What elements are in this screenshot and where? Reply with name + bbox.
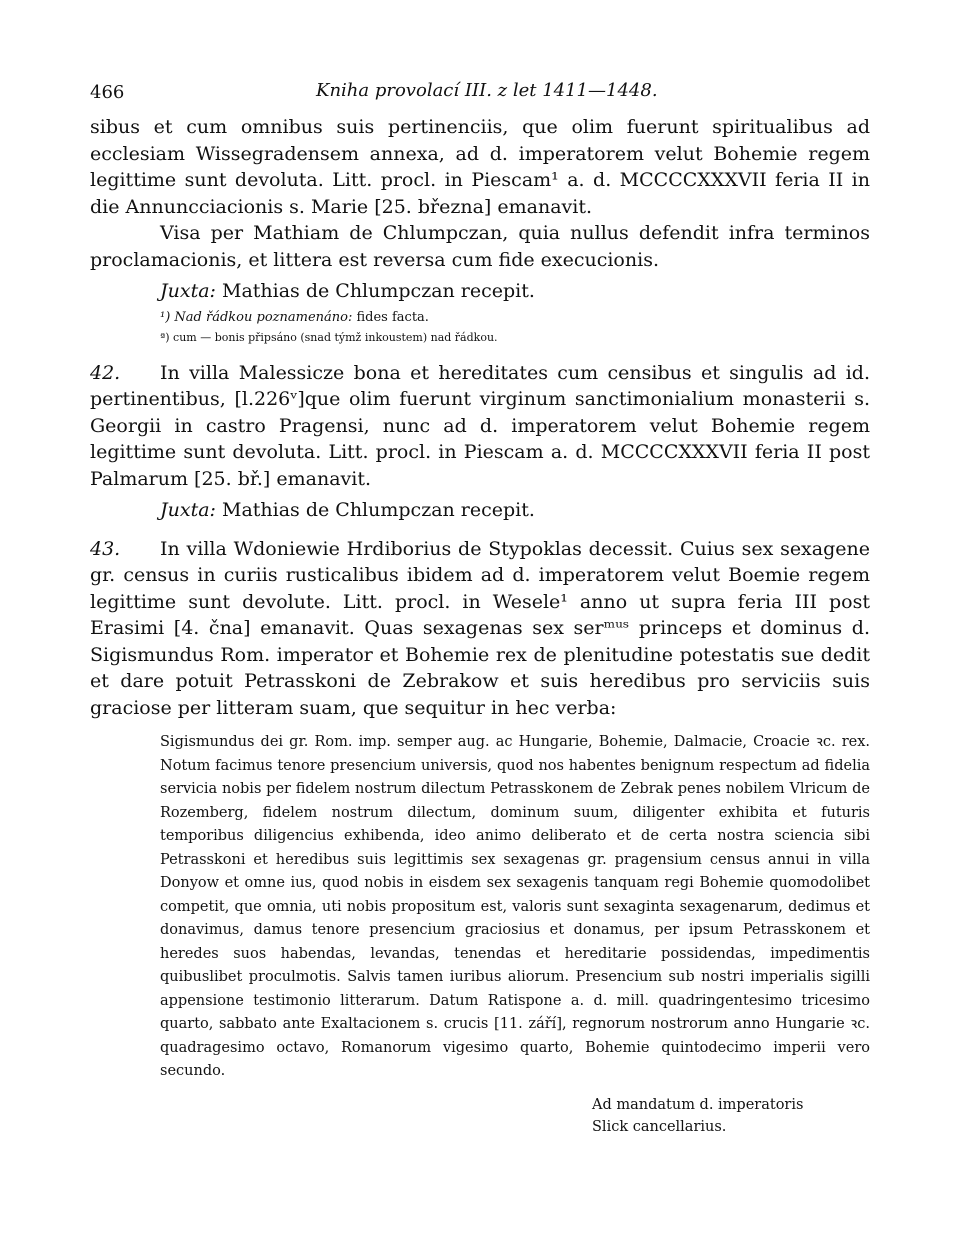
main-text [90,114,870,305]
signature-line-2: Slick cancellarius. [592,1118,727,1135]
footnotes [90,308,870,348]
juxta-line-2 [90,497,870,524]
juxta-text: Mathias de Chlumpczan recepit. [221,280,535,302]
juxta-label-2: Juxta: [160,499,216,521]
entry-43-number: 43. [90,537,121,560]
document-page [90,78,870,1138]
paragraph-visa: Visa per Mathiam de Chlumpczan, quia nullus defendit infra terminos proclamacionis, et littera est reversa cum fide execucionis. [90,222,870,271]
footnote-a-label: ª) [160,330,170,344]
juxta-label: Juxta: [160,280,216,302]
juxta-text-2: Mathias de Chlumpczan recepit. [221,499,535,521]
running-title: Kniha provolací III. z let 1411—1448. [316,80,658,101]
paragraph-continuation: sibus et cum omnibus suis pertinenciis, que olim fuerunt spiritualibus ad ecclesiam Wissegradensem annexa, ad d. imperatorem velut Bohemie regem legittime sunt devoluta. Litt. procl. in Piescam¹ a. d. MCCCCXXXVII feria II in die Annuncciacionis s. Marie [25. března] emanavit. [90,116,870,218]
footnote-1-text: fides facta. [356,309,429,325]
signature-line-1: Ad mandatum d. imperatoris [592,1096,804,1113]
main-text-entries [90,360,870,722]
page-header [90,78,870,114]
entry-42-text: In villa Malessicze bona et hereditates cum censibus et singulis ad id. pertinentibus, [l.226ᵛ]que olim fuerunt virginum sanctimonialium monasterii s. Georgii in castro Pragensi, nunc ad d. imperatorem velut Bohemie regem legittime sunt devoluta. Litt. procl. in Piescam a. d. MCCCCXXXVII feria II post Palmarum [25. bř.] emanavit. [90,361,870,490]
letter-text: Sigismundus dei gr. Rom. imp. semper aug. ac Hungarie, Bohemie, Dalmacie, Croacie ꝛc. rex. Notum facimus tenore presencium universis, quod nos habentes benignum respectum ad fidelia servicia nobis per fidelem nostrum dilectum Petrasskonem de Zebrak penes nobilem Vlricum de Rozemberg, fidelem nostrum dilectum, dominum suum, diligenter exhibita et futuris temporibus diligencius exhibenda, ideo animo deliberato et de certa nostra sciencia sibi Petrasskoni et heredibus suis legittimis sex sexagenas gr. pragensium census annui in villa Donyow et omne ius, quod nobis in eisdem sex sexagenis tanquam regi Bohemie quomodolibet competit, que omnia, uti nobis propositum est, valoris sunt sexaginta sexagenarum, dedimus et donavimus, damus tenore presencium graciosius et donamus, per ipsum Petrasskonem et heredes suos habendas, levandas, tenendas et hereditarie possidendas, impedimentis quibuslibet proculmotis. Salvis tamen iuribus aliorum. Presencium sub nostri imperialis sigilli appensione testimonio litterarum. Datum Ratispone a. d. mill. quadringentesimo tricesimo quarto, sabbato ante Exaltacionem s. crucis [11. září], regnorum nostrorum anno Hungarie ꝛc. quadragesimo octavo, Romanorum vigesimo quarto, Bohemie quintodecimo imperii vero secundo. [160,734,870,1079]
entry-42-number: 42. [90,361,121,384]
entry-43-text: In villa Wdoniewie Hrdiborius de Stypoklas decessit. Cuius sex sexagene gr. census in curiis rusticalibus ibidem ad d. imperatorem velut Boemie regem legittime sunt devolute. Litt. procl. in Wesele¹ anno ut supra feria III post Erasimi [4. čna] emanavit. Quas sexagenas sex serᵐᵘˢ princeps et dominus d. Sigismundus Rom. imperator et Bohemie rex de plenitudine potestatis sue dedit et dare potuit Petrasskoni de Zebrakow et suis heredibus pro serviciis suis graciose per litteram suam, que sequitur in hec verba: [90,537,870,719]
quoted-letter [90,731,870,1084]
juxta-line [90,278,870,305]
footnote-1 [160,308,870,328]
entry-43 [90,536,870,722]
page-number: 466 [90,82,125,103]
footnote-a [160,328,870,348]
entry-42 [90,360,870,493]
letter-signature [90,1094,870,1138]
footnote-a-text: cum — bonis připsáno (snad týmž inkoustem) nad řádkou. [173,330,498,344]
footnote-1-label: ¹) Nad řádkou poznamenáno: [160,309,353,325]
